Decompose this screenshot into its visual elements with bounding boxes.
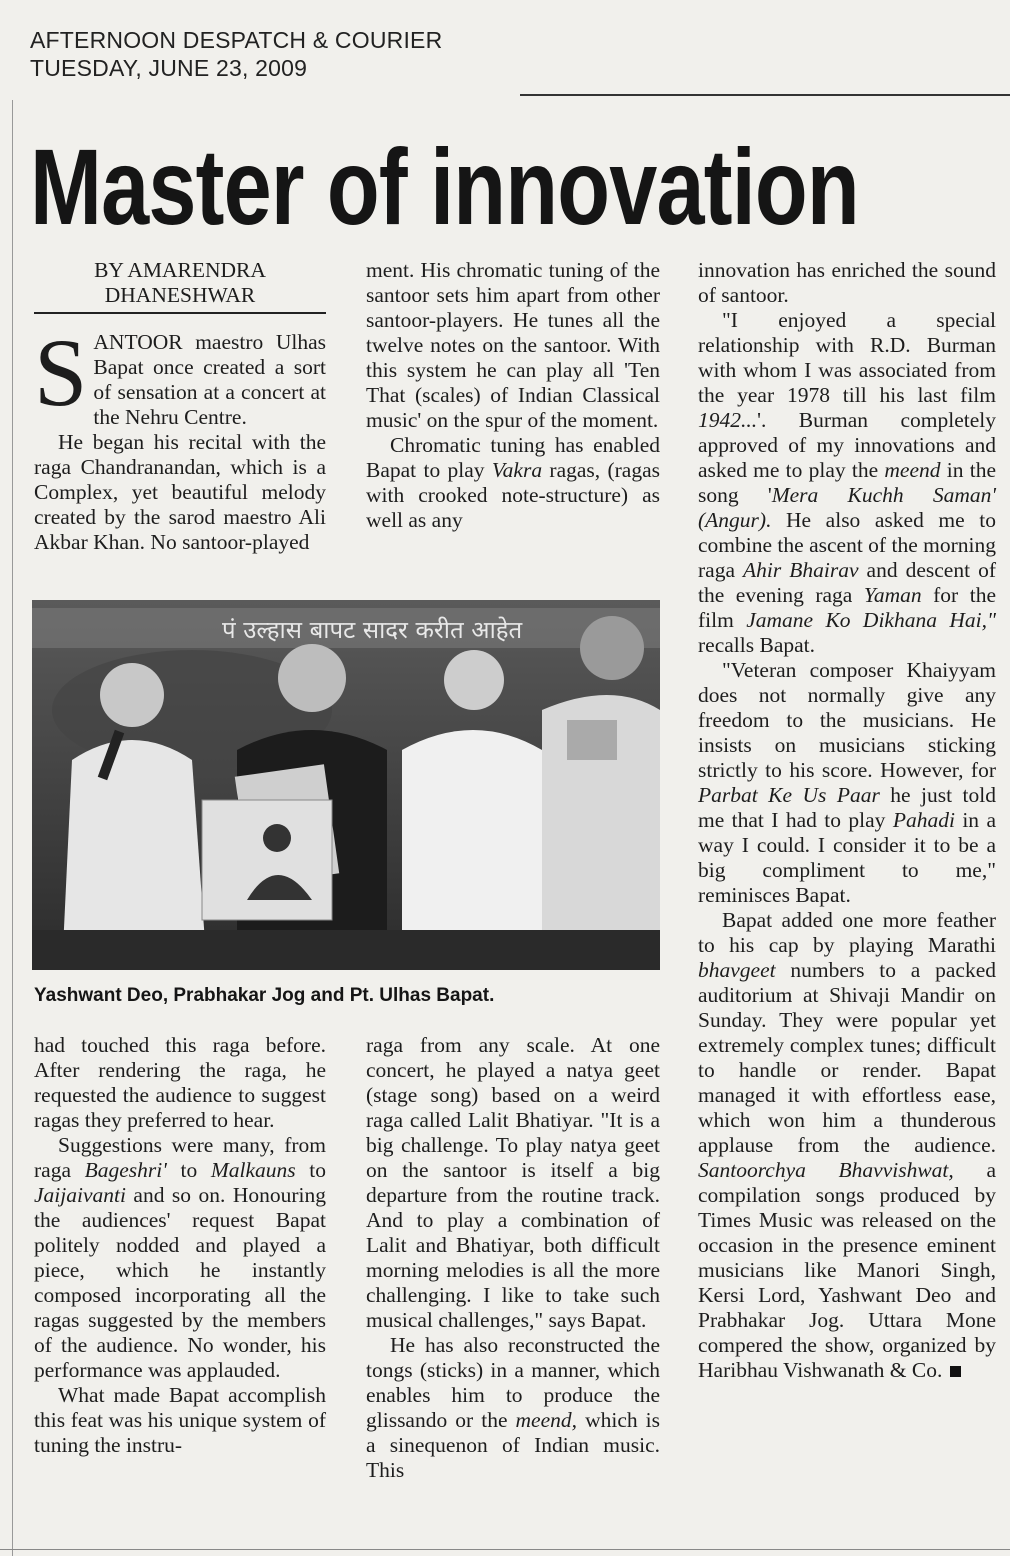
headline: Master of innovation (30, 126, 859, 247)
italic-run: Jaijaivanti (34, 1183, 126, 1207)
lead-paragraph (34, 319, 326, 430)
page-edge-rule (0, 100, 13, 1556)
byline-line-1: BY AMARENDRA (94, 258, 266, 282)
text-run: ragas, (ragas with crooked note-structure) as well as any (366, 458, 661, 532)
paragraph: He began his recital with the raga Chandranandan, which is a Complex, yet beautiful melody created by the sarod maestro Ali Akbar Khan. No santoor-played (34, 430, 326, 554)
column-3 (698, 258, 996, 1383)
newspaper-name: AFTERNOON DESPATCH & COURIER (30, 27, 443, 53)
paragraph: innovation has enriched the sound of santoor. (698, 258, 996, 307)
text-run: recalls Bapat. (698, 633, 816, 657)
paragraph: had touched this raga before. After rendering the raga, he requested the audience to suggest ragas they preferred to hear. (34, 1033, 326, 1132)
text-run: and so on. Honouring the audiences' request Bapat politely nodded and played a piece, which he instantly composed incorporating all the ragas suggested by the members of the audience. No wonder, his performance was applauded. (34, 1183, 326, 1382)
photo-illustration (32, 600, 660, 970)
text-run: which is a sinequenon of Indian music. This (366, 1408, 660, 1482)
paragraph (698, 908, 996, 1383)
text-run: He also asked me to combine the ascent of the morning raga (698, 508, 996, 582)
italic-run: Yaman (863, 583, 922, 607)
italic-run: meend (884, 458, 941, 482)
italic-run: Santoorchya Bhavvishwat, (698, 1158, 954, 1182)
text-run: Chromatic tuning has enabled Bapat to play (366, 433, 660, 482)
column-2-top (366, 258, 660, 533)
italic-run: Malkauns (210, 1158, 296, 1182)
paragraph (366, 1333, 660, 1483)
paragraph: What made Bapat accomplish this feat was his unique system of tuning the instru- (34, 1383, 326, 1457)
italic-run: Jamane Ko Dikhana Hai," (746, 608, 996, 632)
header-rule (520, 94, 1010, 96)
text-run: and descent of the evening raga (698, 558, 996, 607)
masthead (30, 26, 442, 82)
text-run: a compilation songs produced by Times Music was released on the occasion in the presence eminent musicians like Manori Singh, Kersi Lord, Yashwant Deo and Prabhakar Jog. Uttara Mone compered the show, organized by Haribhau Vishwanath & Co. (698, 1158, 996, 1382)
event-photo (32, 600, 660, 970)
paragraph: ment. His chromatic tuning of the santoor sets him apart from other santoor-players. He tunes all the twelve notes on the santoor. With this system he can play all 'Ten That (scales) of Indian Classical music' on the spur of the moment. (366, 258, 660, 432)
drop-cap: S (34, 319, 88, 426)
italic-run: 1942... (698, 408, 758, 432)
column-1-top (34, 319, 326, 555)
text-run: "I enjoyed a special relationship with R.D. Burman with whom I was associated from the year 1978 till his last film (698, 308, 996, 407)
text-run: to (166, 1158, 211, 1182)
banner-text: पं उल्हास बापट सादर करीत आहेत (222, 616, 523, 644)
italic-run: Mera Kuchh Saman' (Angur). (698, 483, 996, 532)
paragraph (698, 658, 996, 908)
text-run: Suggestions were many, from raga (34, 1133, 326, 1182)
lead-text: maestro Ulhas Bapat once created a sort of sensation at a concert at the Nehru Centre. (93, 330, 326, 429)
paragraph (34, 1133, 326, 1383)
text-run: in the song ' (698, 458, 996, 507)
paragraph (698, 308, 996, 658)
text-run: He has also reconstructed the tongs (sticks) in a manner, which enables him to produce the glissando or the (366, 1333, 660, 1432)
italic-run: Parbat Ke Us Paar (698, 783, 880, 807)
issue-date: TUESDAY, JUNE 23, 2009 (30, 55, 308, 81)
italic-run: meend, (515, 1408, 578, 1432)
byline (34, 258, 326, 308)
page-bottom-rule (0, 1549, 1010, 1550)
italic-run: bhavgeet (698, 958, 776, 982)
text-run: numbers to a packed auditorium at Shivaji Mandir on Sunday. They were popular yet extremely complex tunes; difficult to handle or render. Bapat managed it with effortless ease, which won him a thunderous applause from the audience. (698, 958, 996, 1157)
italic-run: Vakra (491, 458, 543, 482)
text-run: in a way I could. I consider it to be a big compliment to me," reminisces Bapat. (698, 808, 996, 907)
text-run: for the film (698, 583, 996, 632)
paragraph: raga from any scale. At one concert, he played a natya geet (stage song) based on a weird raga called Lalit Bhatiyar. "It is a big challenge. To play natya geet on the santoor is itself a big departure from the routine track. And to play a combination of Lalit and Bhatiyar, both difficult morning melodies is all the more challenging. I like to take such musical challenges," says Bapat. (366, 1033, 660, 1332)
paragraph (366, 433, 660, 533)
photo-caption: Yashwant Deo, Prabhakar Jog and Pt. Ulhas Bapat. (34, 985, 495, 1006)
italic-run: Pahadi (892, 808, 955, 832)
column-2-bottom (366, 1033, 660, 1483)
lead-smallcaps: ANTOOR (93, 330, 183, 354)
text-run: he just told me that I had to play (698, 783, 996, 832)
column-1-bottom (34, 1033, 326, 1458)
byline-line-2: DHANESHWAR (104, 283, 256, 307)
text-run: "Veteran composer Khaiyyam does not normally give any freedom to the musicians. He insists on musicians sticking strictly to his score. However, for (698, 658, 996, 782)
end-of-story-mark (950, 1366, 961, 1377)
text-run: to (295, 1158, 326, 1182)
text-run: '. Burman completely approved of my innovations and asked me to play the (698, 408, 996, 482)
italic-run: Bageshri' (84, 1158, 167, 1182)
italic-run: Ahir Bhairav (743, 558, 859, 582)
byline-rule (34, 312, 326, 314)
text-run: Bapat added one more feather to his cap by playing Marathi (698, 908, 996, 957)
